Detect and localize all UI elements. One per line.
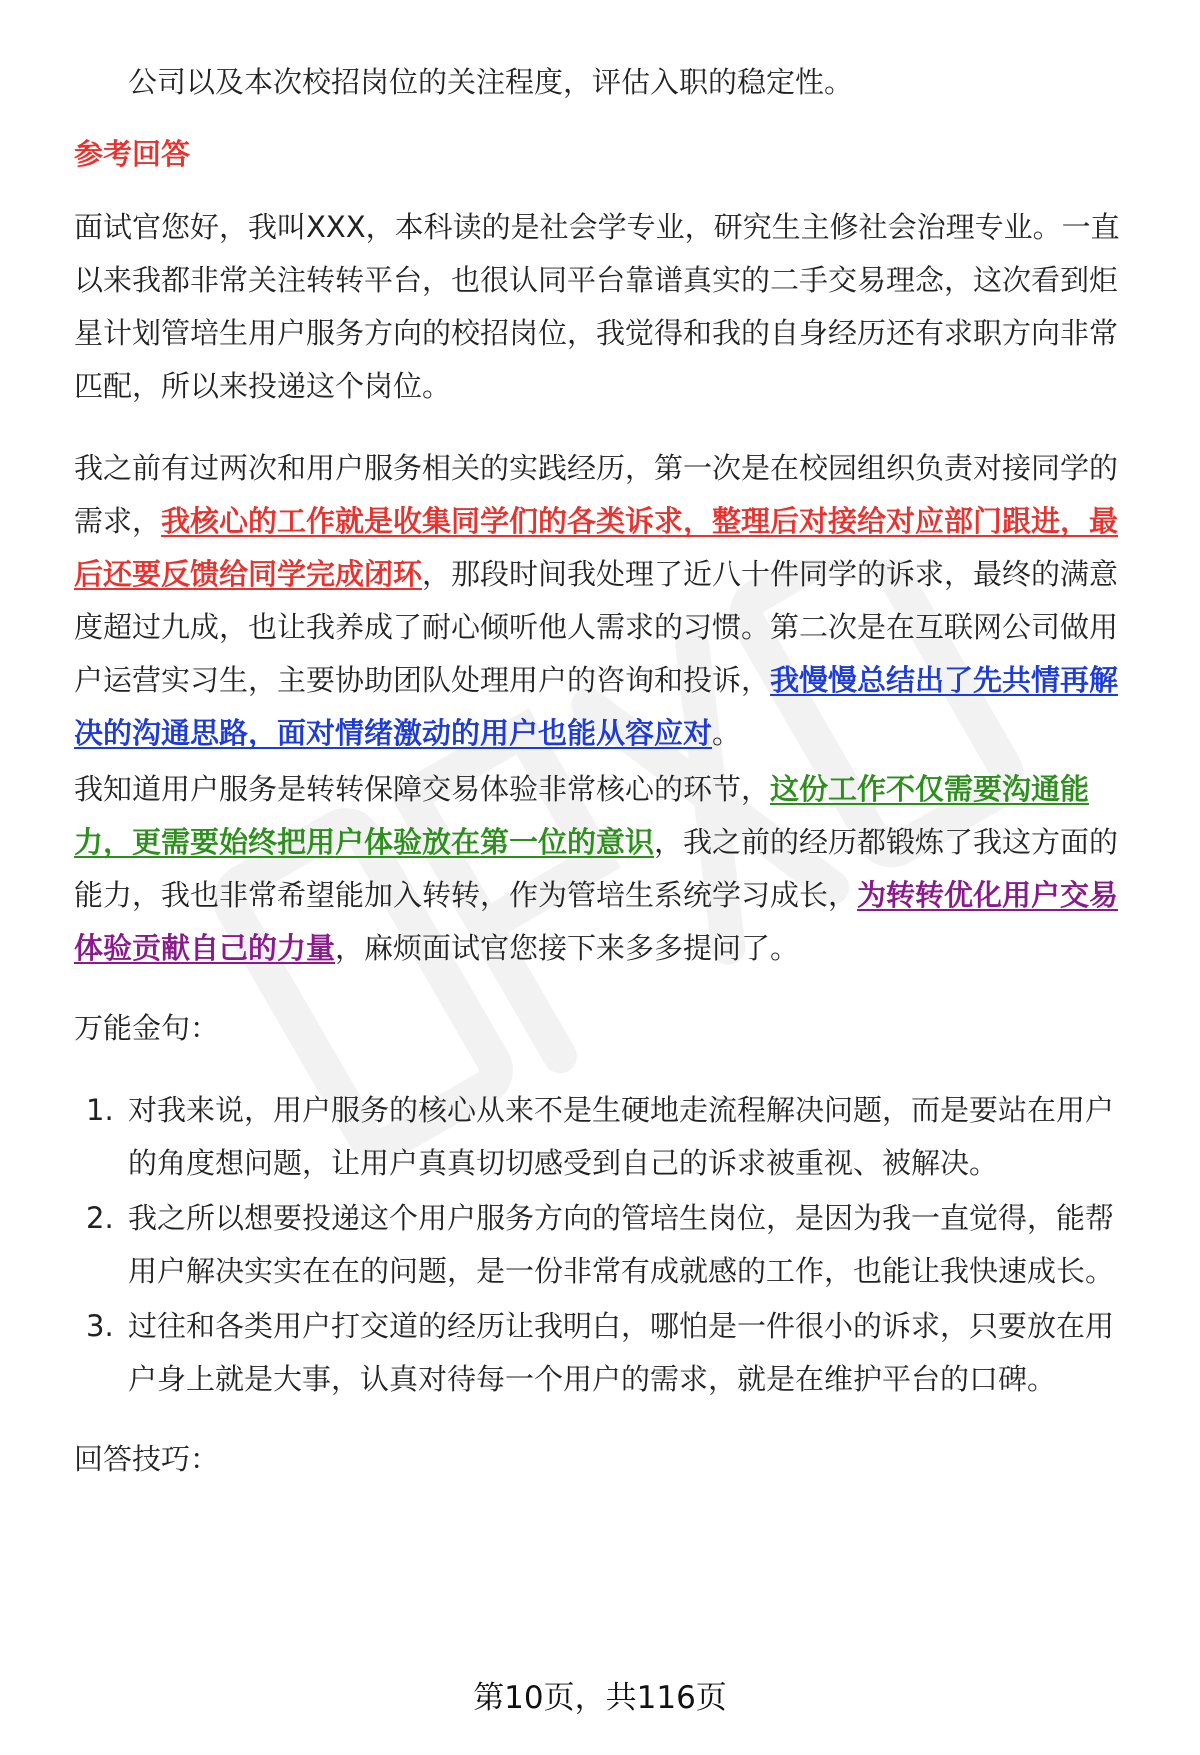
para1-line-3: 星计划管培生用户服务方向的校招岗位，我觉得和我的自身经历还有求职方向非常 — [74, 316, 1119, 350]
list-item-2-line-1: 我之所以想要投递这个用户服务方向的管培生岗位，是因为我一直觉得，能帮 — [128, 1201, 1115, 1235]
para2-line-1: 我之前有过两次和用户服务相关的实践经历，第一次是在校园组织负责对接同学的 — [74, 451, 1119, 485]
page-footer: 第10页，共116页 — [473, 1680, 727, 1716]
list-number: 3. — [86, 1309, 114, 1343]
para2-line-5 — [74, 658, 1154, 702]
para3-line-1-text: 我知道用户服务是转转保障交易体验非常核心的环节， — [74, 772, 771, 806]
para2-line-3 — [74, 552, 1154, 596]
para2-line-5-text: 户运营实习生，主要协助团队处理用户的咨询和投诉， — [74, 663, 771, 697]
highlight-communication: 我慢慢总结出了先共情再解 — [770, 663, 1119, 697]
list-item-3-line-1: 过往和各类用户打交道的经历让我明白，哪怕是一件很小的诉求，只要放在用 — [128, 1309, 1115, 1343]
list-item-3-line-2: 户身上就是大事，认真对待每一个用户的需求，就是在维护平台的口碑。 — [128, 1362, 1057, 1396]
highlight-user-experience-cont: 力，更需要始终把用户体验放在第一位的意识 — [74, 825, 655, 859]
para3-line-2-text: ，我之前的经历都锻炼了我这方面的 — [654, 825, 1119, 859]
list-number: 1. — [86, 1093, 114, 1127]
para3-line-4-text: ，麻烦面试官您接下来多多提问了。 — [335, 931, 800, 965]
list-number: 2. — [86, 1201, 114, 1235]
para2-line-6-text: 。 — [712, 716, 742, 750]
para3-line-3 — [74, 873, 1154, 917]
answer-tips-title: 回答技巧： — [74, 1442, 220, 1476]
para2-line-2-text: 需求， — [74, 504, 162, 538]
highlight-communication-cont: 决的沟通思路，面对情绪激动的用户也能从容应对 — [74, 716, 713, 750]
para3-line-1 — [74, 767, 1154, 811]
highlight-core-work-cont: 后还要反馈给同学完成闭环 — [74, 557, 423, 591]
para2-line-3-text: ，那段时间我处理了近八十件同学的诉求，最终的满意 — [422, 557, 1119, 591]
golden-sentences-title: 万能金句： — [74, 1011, 220, 1045]
intro-line-1: 公司以及本次校招岗位的关注程度，评估入职的稳定性。 — [128, 65, 854, 99]
highlight-core-work: 我核心的工作就是收集同学们的各类诉求，整理后对接给对应部门跟进，最 — [161, 504, 1119, 538]
para3-line-2 — [74, 820, 1154, 864]
list-item-1-line-2: 的角度想问题，让用户真真切切感受到自己的诉求被重视、被解决。 — [128, 1146, 999, 1180]
para1-line-2: 以来我都非常关注转转平台，也很认同平台靠谱真实的二手交易理念，这次看到炬 — [74, 263, 1119, 297]
highlight-user-experience: 这份工作不仅需要沟通能 — [770, 772, 1090, 806]
highlight-contribute: 为转转优化用户交易 — [857, 878, 1119, 912]
para3-line-4 — [74, 926, 1154, 970]
para2-line-2 — [74, 499, 1154, 543]
para2-line-4: 度超过九成，也让我养成了耐心倾听他人需求的习惯。第二次是在互联网公司做用 — [74, 610, 1119, 644]
para2-line-6 — [74, 711, 1154, 755]
highlight-contribute-cont: 体验贡献自己的力量 — [74, 931, 336, 965]
para3-line-3-text: 能力，我也非常希望能加入转转，作为管培生系统学习成长， — [74, 878, 858, 912]
list-item-2-line-2: 用户解决实实在在的问题，是一份非常有成就感的工作，也能让我快速成长。 — [128, 1254, 1115, 1288]
section-title-reference-answer: 参考回答 — [74, 137, 191, 171]
para1-line-1: 面试官您好，我叫XXX，本科读的是社会学专业，研究生主修社会治理专业。一直 — [74, 210, 1120, 244]
para1-line-4: 匹配，所以来投递这个岗位。 — [74, 369, 452, 403]
list-item-1-line-1: 对我来说，用户服务的核心从来不是生硬地走流程解决问题，而是要站在用户 — [128, 1093, 1115, 1127]
